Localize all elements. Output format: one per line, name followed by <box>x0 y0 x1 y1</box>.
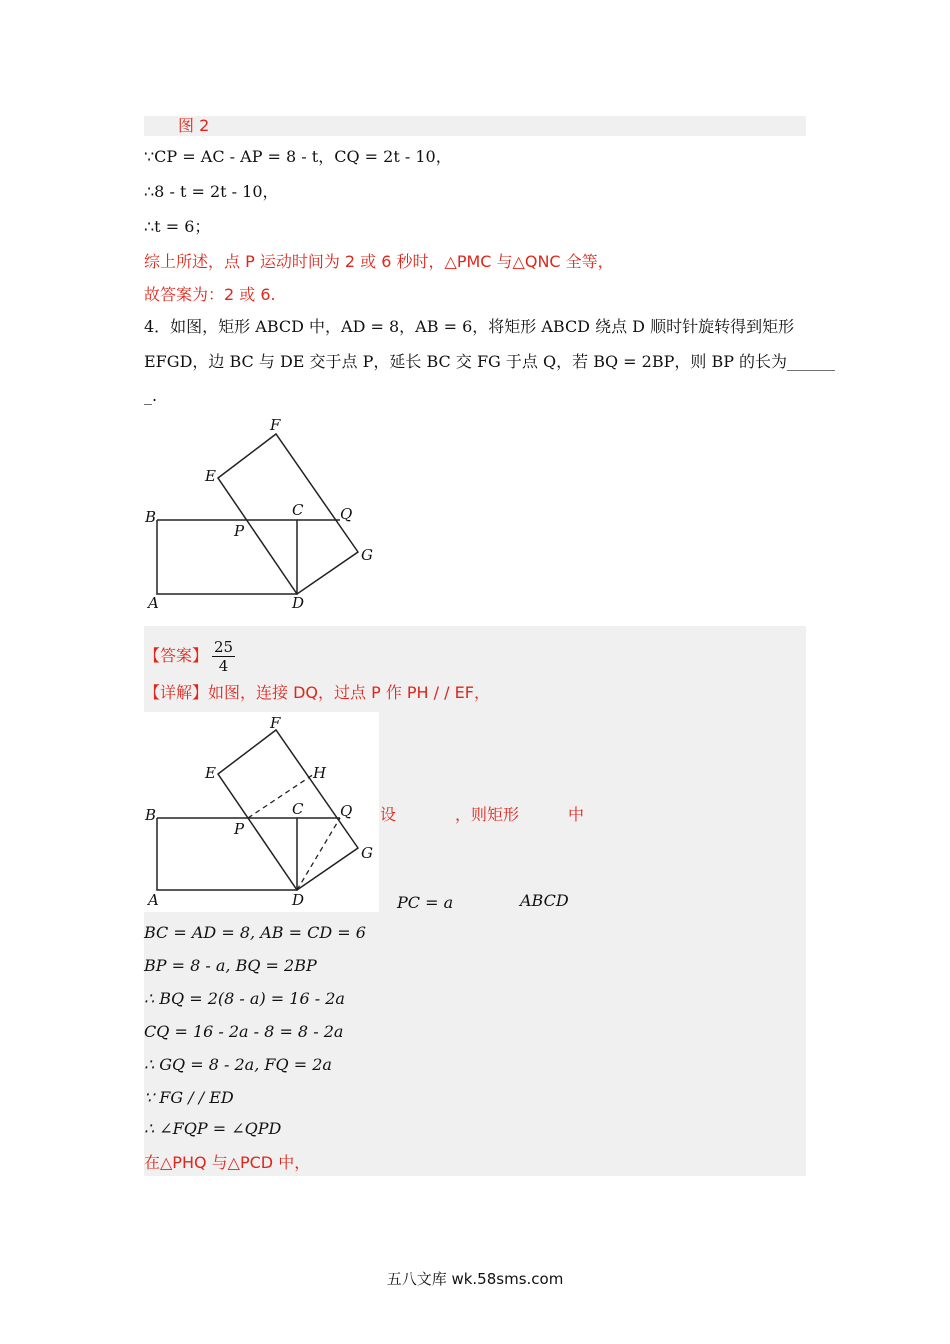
side-text-she: 设 <box>380 805 397 824</box>
label-g: G <box>361 844 373 862</box>
label-h: H <box>313 764 327 782</box>
question-line-1: 4．如图，矩形 ABCD 中，AD = 8，AB = 6，将矩形 ABCD 绕点 D 顺时针旋转得到矩形 <box>144 317 795 336</box>
label-e: E <box>205 764 216 782</box>
figure-caption: 图 2 <box>178 116 210 135</box>
label-p: P <box>234 522 245 540</box>
step-bc-ad: BC = AD = 8, AB = CD = 6 <box>144 923 366 942</box>
label-a: A <box>148 594 159 612</box>
label-g: G <box>361 546 373 564</box>
side-text-abcd: ABCD <box>520 891 569 910</box>
side-text-zhong: 中 <box>568 805 585 824</box>
label-b: B <box>145 806 157 824</box>
label-p: P <box>234 820 245 838</box>
label-d: D <box>292 594 305 612</box>
step-line-1: ∵CP = AC - AP = 8 - t，CQ = 2t - 10， <box>144 147 452 166</box>
question-line-2: EFGD，边 BC 与 DE 交于点 P，延长 BC 交 FG 于点 Q，若 BQ = 2BP，则 BP 的长为______ <box>144 352 836 371</box>
segment-ph <box>248 774 314 818</box>
segment-dq <box>297 818 340 890</box>
rect-abcd <box>157 520 297 594</box>
label-a: A <box>148 891 159 909</box>
step-bp: BP = 8 - a, BQ = 2BP <box>144 956 317 975</box>
label-q: Q <box>340 505 353 523</box>
figure-2-diagram <box>140 712 385 912</box>
answer-label: 【答案】 $\frac{25}{4}$ <box>144 638 234 675</box>
step-angle: ∴ ∠FQP = ∠QPD <box>144 1119 282 1138</box>
label-c: C <box>292 501 304 519</box>
last-line: 在△PHQ 与△PCD 中， <box>144 1153 311 1172</box>
question-line-3: _. <box>144 386 158 405</box>
label-f: F <box>270 714 281 732</box>
label-b: B <box>145 508 157 526</box>
summary-line: 综上所述，点 P 运动时间为 2 或 6 秒时，△PMC 与△QNC 全等， <box>144 252 614 271</box>
step-fg-parallel: ∵ FG / / ED <box>144 1088 234 1107</box>
detail-line: 【详解】如图，连接 DQ，过点 P 作 PH / / EF， <box>144 683 490 702</box>
side-text-ze: ，则矩形 <box>455 805 520 824</box>
label-f: F <box>270 416 281 434</box>
step-gq: ∴ GQ = 8 - 2a, FQ = 2a <box>144 1055 332 1074</box>
answer-denominator: 4 <box>218 657 229 675</box>
label-e: E <box>205 467 216 485</box>
step-line-2: ∴8 - t = 2t - 10， <box>144 182 279 201</box>
label-q: Q <box>340 802 353 820</box>
step-bq: ∴ BQ = 2(8 - a) = 16 - 2a <box>144 989 345 1008</box>
previous-answer: 故答案为：2 或 6. <box>144 285 276 304</box>
footer-watermark: 五八文库 wk.58sms.com <box>386 1270 564 1288</box>
caption-band <box>144 116 806 136</box>
rect-efgd <box>218 434 358 594</box>
label-c: C <box>292 800 304 818</box>
label-d: D <box>292 891 305 909</box>
step-cq: CQ = 16 - 2a - 8 = 8 - 2a <box>144 1022 344 1041</box>
step-line-3: ∴t = 6； <box>144 217 211 236</box>
rect-abcd <box>157 818 297 890</box>
side-text-pc-a: PC = a <box>397 893 454 912</box>
figure-1-diagram <box>140 412 390 617</box>
answer-numerator: 25 <box>214 638 234 656</box>
rect-efgd <box>218 730 358 890</box>
